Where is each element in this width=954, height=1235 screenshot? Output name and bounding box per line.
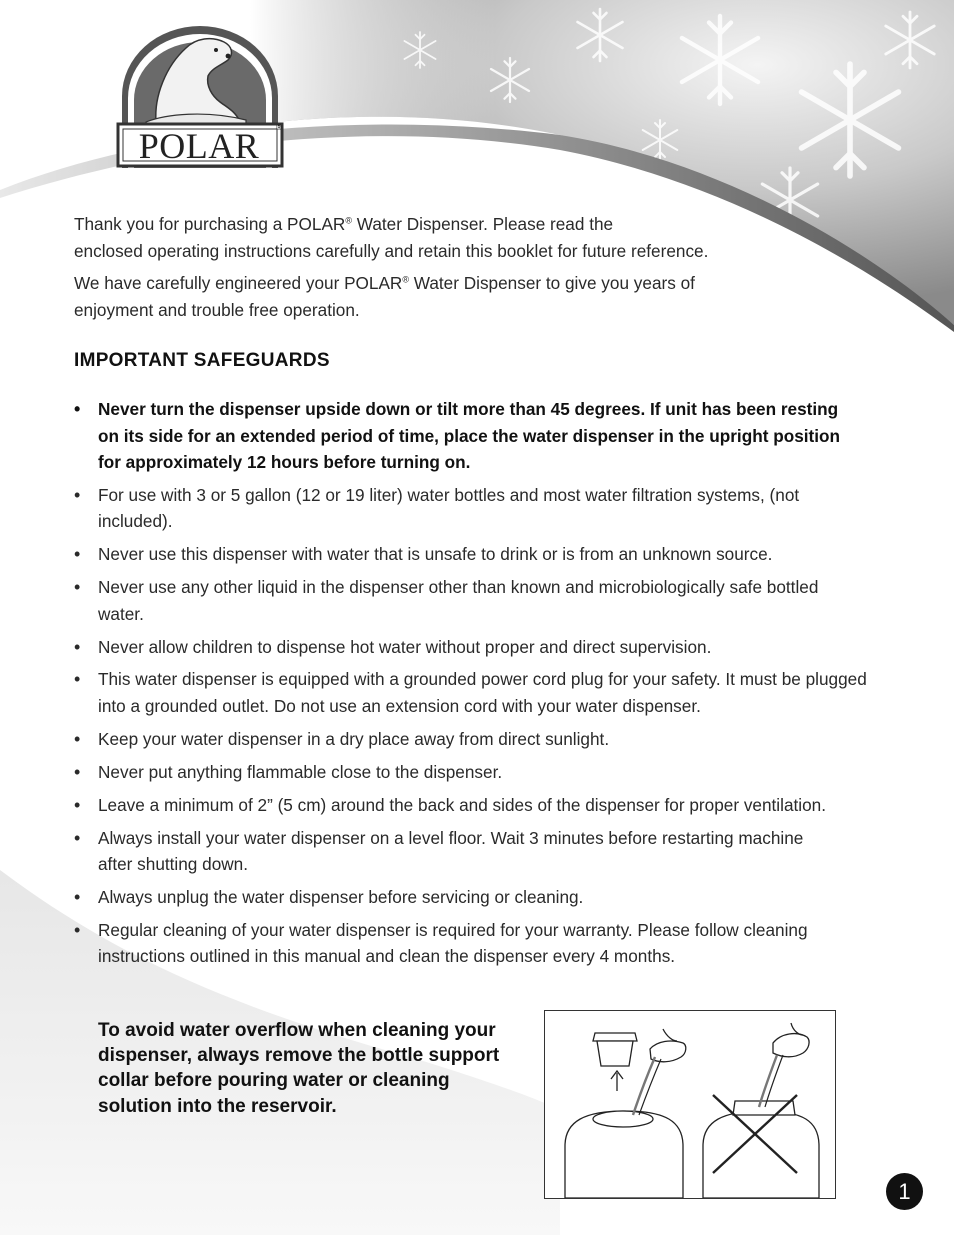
intro-text	[74, 211, 794, 329]
list-item: • Never turn the dispenser upside down or tilt more than 45 degrees. If unit has been resting on its side for an extended period of time, place the water dispenser in the upright position for approximately 12 hours before turning on.	[74, 396, 858, 476]
correct-method-drawing	[565, 1029, 686, 1198]
intro-p2-before: We have carefully engineered your POLAR	[74, 273, 403, 293]
collar-removal-illustration	[544, 1010, 836, 1199]
intro-paragraph-1	[74, 211, 794, 264]
list-item: • Always unplug the water dispenser before servicing or cleaning.	[74, 884, 894, 911]
polar-logo	[116, 26, 284, 168]
list-item: • Never allow children to dispense hot water without proper and direct supervision.	[74, 634, 894, 661]
logo-wordmark: POLAR	[138, 126, 260, 166]
incorrect-method-drawing	[703, 1023, 819, 1198]
registered-mark: ®	[345, 215, 352, 226]
list-item: • Regular cleaning of your water dispenser is required for your warranty. Please follow cleaning instructions outlined in this manual and clean the dispenser every 4 months.	[74, 917, 894, 970]
intro-p1-after: Water Dispenser. Please read the	[351, 214, 614, 234]
list-item: • This water dispenser is equipped with a grounded power cord plug for your safety. It must be plugged into a grounded outlet. Do not use an extension cord with your water dispenser.	[74, 666, 894, 719]
cleaning-note: To avoid water overflow when cleaning your dispenser, always remove the bottle support collar before pouring water or cleaning solution into the reservoir.	[98, 1020, 500, 1117]
list-item: • Keep your water dispenser in a dry place away from direct sunlight.	[74, 726, 894, 753]
logo-registered-mark: ®	[276, 123, 282, 132]
list-item: • Leave a minimum of 2” (5 cm) around the back and sides of the dispenser for proper ventilation.	[74, 792, 838, 819]
list-item: • For use with 3 or 5 gallon (12 or 19 liter) water bottles and most water filtration systems, (not included).	[74, 482, 858, 535]
intro-paragraph-2	[74, 270, 764, 323]
list-item: • Never use this dispenser with water that is unsafe to drink or is from an unknown source.	[74, 541, 894, 568]
intro-p2-after: Water Dispenser to give you years of enjoyment and trouble free operation.	[74, 273, 695, 320]
list-item: • Always install your water dispenser on a level floor. Wait 3 minutes before restarting machine after shutting down.	[74, 825, 838, 878]
safeguards-list	[74, 396, 894, 976]
intro-p1-line2: enclosed operating instructions carefully and retain this booklet for future reference.	[74, 240, 709, 261]
page-number: 1	[886, 1173, 923, 1210]
safeguards-heading: IMPORTANT SAFEGUARDS	[74, 350, 330, 371]
registered-mark: ®	[402, 274, 409, 285]
intro-p1-before: Thank you for purchasing a POLAR	[74, 214, 346, 234]
list-item: • Never use any other liquid in the dispenser other than known and microbiologically safe bottled water.	[74, 574, 858, 627]
list-item: • Never put anything flammable close to the dispenser.	[74, 759, 894, 786]
